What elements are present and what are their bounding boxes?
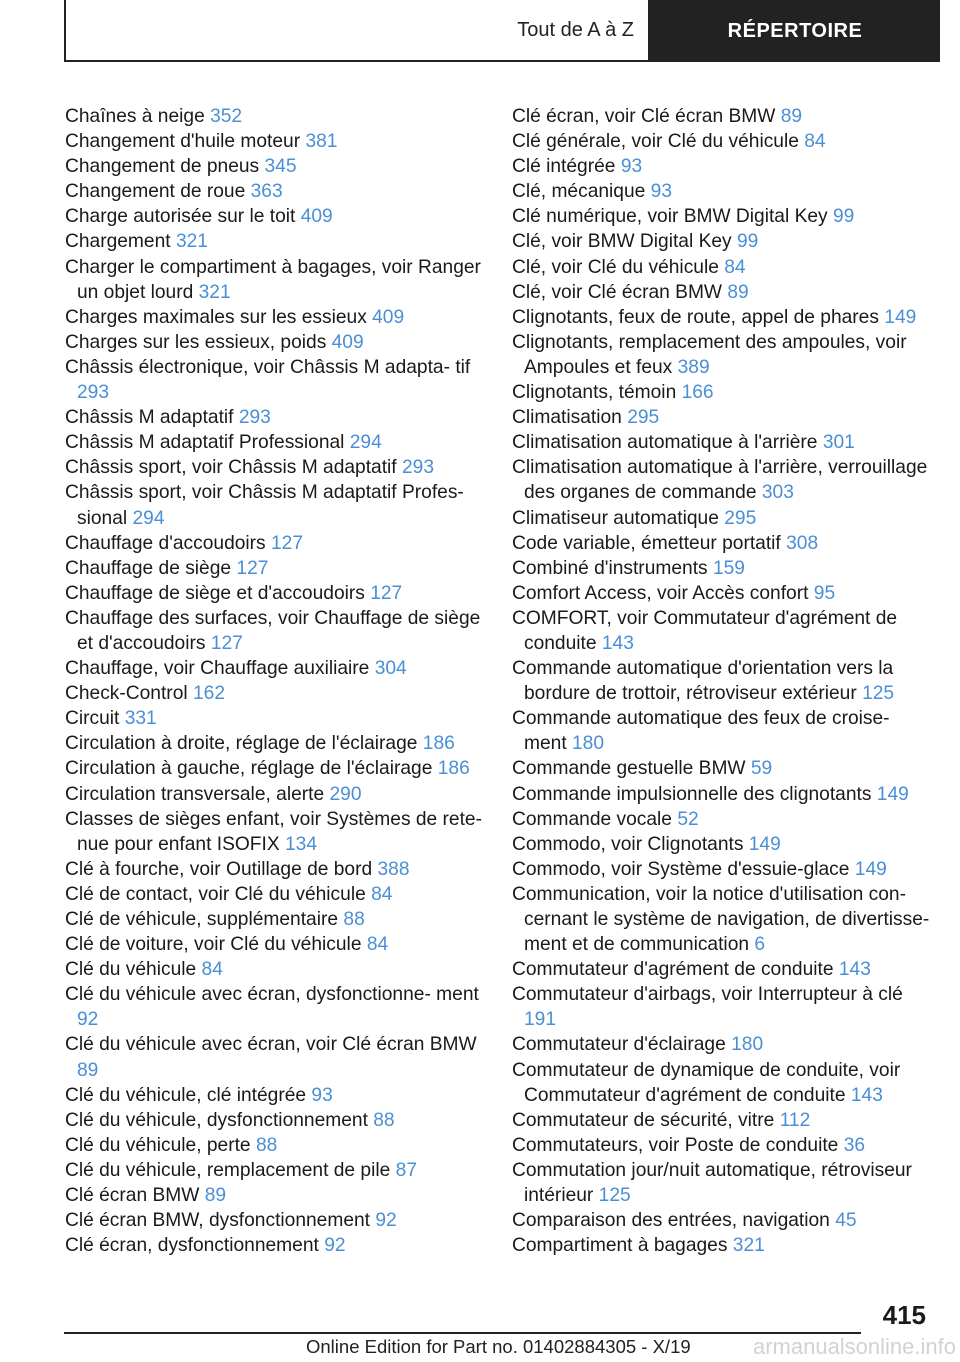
index-entry [65,255,485,305]
page-link[interactable]: 88 [373,1109,395,1131]
index-entry-text: Circulation transversale, alerte [65,783,325,805]
index-entry [65,731,485,756]
index-entry [512,229,932,254]
index-entry [65,932,485,957]
index-entry-text: Commande vocale [512,808,672,830]
page-link[interactable]: 92 [375,1210,397,1232]
index-entry [65,1083,485,1108]
page-link[interactable]: 6 [754,934,766,956]
index-entry [65,455,485,480]
index-entry-text: Clé écran, dysfonctionnement [65,1235,319,1257]
index-entry-text: Charge autorisée sur le toit [65,206,296,228]
page-link[interactable]: 149 [876,783,909,805]
index-entry-text: Commutateurs, voir Poste de conduite [512,1134,839,1156]
index-entry [512,154,932,179]
index-entry [65,656,485,681]
index-entry [65,1158,485,1183]
page-link[interactable]: 99 [736,231,759,253]
index-entry-text: Clé écran BMW, dysfonctionnement [65,1210,371,1232]
page-link[interactable]: 143 [601,632,634,654]
index-entry [512,1058,932,1108]
index-entry [65,556,485,581]
page-link[interactable]: 321 [175,231,208,253]
page-link[interactable]: 89 [204,1185,227,1207]
index-entry-text: Châssis sport, voir Châssis M adaptatif [65,457,397,479]
index-entry [512,1133,932,1158]
page-link[interactable]: 186 [422,733,455,755]
page-link[interactable]: 52 [677,808,699,830]
page-link[interactable]: 294 [132,507,165,529]
index-entry [65,1183,485,1208]
index-entry [65,581,485,606]
page-link[interactable]: 409 [331,331,364,353]
page-link[interactable]: 143 [850,1084,883,1106]
index-entry [512,556,932,581]
index-entry-text: Clé à fourche, voir Outillage de bord [65,858,373,880]
index-entry [512,380,932,405]
index-entry-text: Chauffage d'accoudoirs [65,532,266,554]
page-link[interactable]: 352 [210,106,243,127]
index-entry [65,154,485,179]
page-link[interactable]: 295 [627,407,660,429]
page-link[interactable]: 301 [822,432,855,454]
index-entry-text: Check-Control [65,683,188,705]
index-entry [512,179,932,204]
page-link[interactable]: 149 [854,858,887,880]
page-link[interactable]: 143 [838,959,871,981]
page-link[interactable]: 125 [862,683,895,705]
index-entry [65,430,485,455]
index-entry [512,982,932,1032]
page-link[interactable]: 180 [731,1034,764,1056]
index-entry-text: Commutation jour/nuit automatique, rétroviseur intérieur [512,1159,912,1207]
page-link[interactable]: 409 [372,306,405,328]
index-entry [65,1108,485,1133]
index-entry-text: Charges sur les essieux, poids [65,331,327,353]
index-entry-text: Climatisation automatique à l'arrière [512,432,818,454]
index-entry [512,782,932,807]
index-entry [512,305,932,330]
index-entry-text: Code variable, émetteur portatif [512,532,781,554]
page-link[interactable]: 125 [598,1185,631,1207]
index-entry [512,882,932,957]
page-link[interactable]: 159 [712,557,745,579]
page-link[interactable]: 127 [370,582,403,604]
index-entry-text: Chauffage, voir Chauffage auxiliaire [65,658,370,680]
index-entry [65,706,485,731]
page-link[interactable]: 409 [300,206,333,228]
index-entry-text: Clé du véhicule, dysfonctionnement [65,1109,368,1131]
index-entry [65,756,485,781]
page-number: 415 [882,1300,926,1330]
index-entry-text: Clé du véhicule avec écran, voir Clé écran BMW [65,1034,477,1056]
index-entry-text: Communication, voir la notice d'utilisation con- cernant le système de navigation, de divertisse- ment et de communication [512,883,930,956]
page-link[interactable]: 99 [832,206,855,228]
index-entry-text: Circuit [65,708,120,730]
index-entry [65,229,485,254]
index-entry [512,957,932,982]
index-entry-text: Clé écran, voir Clé écran BMW [512,106,776,127]
index-entry-text: Combiné d'instruments [512,557,708,579]
index-entry [512,1108,932,1133]
page-link[interactable]: 388 [377,858,410,880]
page-link[interactable]: 89 [780,106,803,127]
index-entry [65,104,485,129]
index-entry-text: Climatiseur automatique [512,507,719,529]
page-link[interactable]: 303 [761,482,794,504]
index-entry [512,531,932,556]
chapter-tab[interactable]: RÉPERTOIRE [650,0,940,62]
index-entry-text: Châssis sport, voir Châssis M adaptatif Profes- sional [65,482,464,529]
index-entry [65,1032,485,1082]
index-entry-text: Chaînes à neige [65,106,205,127]
index-entry-text: Clignotants, témoin [512,382,677,404]
page-link[interactable]: 92 [77,1009,99,1031]
index-entry [65,882,485,907]
index-entry-text: Commande automatique d'orientation vers la bordure de trottoir, rétroviseur extérieur [512,658,894,705]
index-entry [512,857,932,882]
page-link[interactable]: 36 [843,1134,866,1156]
page-link[interactable]: 295 [724,507,757,529]
index-entry-text: Commutateur de dynamique de conduite, voir Commutateur d'agrément de conduite [512,1059,901,1106]
index-entry [512,1208,932,1233]
index-entry [65,982,485,1032]
page-link[interactable]: 191 [524,1009,557,1031]
index-entry [512,255,932,280]
index-entry [65,1133,485,1158]
index-entry-text: Circulation à gauche, réglage de l'éclairage [65,758,433,780]
page-link[interactable]: 88 [343,909,365,930]
index-entry-text: Charges maximales sur les essieux [65,306,367,328]
page-link[interactable]: 345 [264,156,297,178]
index-entry-text: Changement de pneus [65,156,260,178]
index-entry-text: Climatisation automatique à l'arrière, verrouillage des organes de commande [512,457,928,504]
index-entry-text: Classes de sièges enfant, voir Systèmes de rete- nue pour enfant ISOFIX [65,808,482,855]
index-entry [512,405,932,430]
index-entry-text: Clé du véhicule, perte [65,1134,251,1156]
page-link[interactable]: 93 [650,181,673,203]
index-entry-text: Châssis M adaptatif Professional [65,432,345,454]
page-link[interactable]: 59 [750,758,773,780]
page-link[interactable]: 127 [236,557,269,579]
index-entry [65,204,485,229]
page-link[interactable]: 331 [124,708,157,730]
index-entry-text: Clé numérique, voir BMW Digital Key [512,206,828,228]
page-link[interactable]: 321 [732,1235,765,1257]
page-link[interactable]: 363 [250,181,283,203]
index-entry-text: Commodo, voir Système d'essuie-glace [512,858,850,880]
index-entry-text: Charger le compartiment à bagages, voir Ranger un objet lourd [65,256,481,303]
index-entry [65,1233,485,1258]
index-entry-text: Commutateur d'éclairage [512,1034,726,1056]
index-entry [65,857,485,882]
page-link[interactable]: 84 [371,883,393,905]
index-entry-text: Clé intégrée [512,156,616,178]
page-link[interactable]: 290 [329,783,362,805]
index-entry [512,129,932,154]
index-entry-text: Commodo, voir Clignotants [512,833,744,855]
page-link[interactable]: 308 [786,532,819,554]
index-entry [65,681,485,706]
index-entry-text: Commutateur d'airbags, voir Interrupteur à clé [512,984,903,1006]
index-entry [512,455,932,505]
page-link[interactable]: 293 [401,457,434,479]
index-entry-text: Chauffage de siège et d'accoudoirs [65,582,365,604]
page-link[interactable]: 95 [813,582,836,604]
index-entry-text: Commande gestuelle BMW [512,758,746,780]
index-entry-text: Commutateur d'agrément de conduite [512,959,834,981]
page-link[interactable]: 92 [324,1235,346,1257]
page-link[interactable]: 84 [804,131,826,153]
index-entry-text: Chauffage de siège [65,557,232,579]
index-entry-text: Comfort Access, voir Accès confort [512,582,809,604]
page-link[interactable]: 89 [77,1059,99,1081]
page-link[interactable]: 93 [620,156,643,178]
index-entry [512,1158,932,1208]
page-link[interactable]: 89 [727,281,749,303]
page-link[interactable]: 321 [198,281,231,303]
index-entry [512,1233,932,1258]
page-link[interactable]: 293 [77,382,110,404]
index-entry [512,807,932,832]
index-entry-text: Châssis M adaptatif [65,407,234,429]
page-link[interactable]: 88 [255,1134,278,1156]
page-link[interactable]: 180 [572,733,605,755]
index-entry [65,330,485,355]
page-link[interactable]: 127 [271,532,304,554]
index-entry-text: Changement d'huile moteur [65,131,301,153]
index-entry-text: Châssis électronique, voir Châssis M adapta- tif [65,356,471,378]
index-entry-text: Clé de contact, voir Clé du véhicule [65,883,366,905]
index-entry [65,1208,485,1233]
page-link[interactable]: 84 [366,934,389,956]
page-link[interactable]: 149 [748,833,781,855]
index-entry [65,405,485,430]
page-link[interactable]: 162 [192,683,225,705]
index-entry-text: Climatisation [512,407,622,429]
index-entry [512,706,932,756]
index-entry [65,179,485,204]
index-entry [512,1032,932,1057]
index-entry [65,782,485,807]
index-entry [65,480,485,530]
page-link[interactable]: 293 [238,407,271,429]
index-entry [512,280,932,305]
footer-divider [64,1332,861,1334]
index-entry [65,907,485,932]
page-link[interactable]: 112 [779,1109,811,1131]
index-entry-text: Clé écran BMW [65,1185,200,1207]
index-entry-text: Chargement [65,231,171,253]
index-entry-text: Clé du véhicule [65,959,197,981]
index-entry [512,756,932,781]
index-entry-text: Chauffage des surfaces, voir Chauffage de siège et d'accoudoirs [65,607,481,654]
page-link[interactable]: 149 [884,306,917,328]
index-entry-text: Clé de voiture, voir Clé du véhicule [65,934,362,956]
page-link[interactable]: 389 [677,356,710,378]
index-entry [65,957,485,982]
index-entry [65,606,485,656]
index-entry-text: Clé du véhicule avec écran, dysfonctionne- ment [65,984,479,1006]
page-link[interactable]: 84 [724,256,746,278]
index-entry-text: Clé, mécanique [512,181,646,203]
index-entry-text: Clé, voir Clé du véhicule [512,256,719,278]
page-link[interactable]: 304 [374,658,407,680]
index-entry-text: Commande impulsionnelle des clignotants [512,783,872,805]
index-entry-text: Clignotants, feux de route, appel de phares [512,306,879,328]
index-entry [65,355,485,405]
page-link[interactable]: 84 [201,959,223,981]
page-link[interactable]: 294 [349,432,382,454]
index-entry [512,581,932,606]
watermark: armanualsonline.info [752,1334,956,1359]
index-entry-text: COMFORT, voir Commutateur d'agrément de conduite [512,607,898,654]
index-entry-text: Circulation à droite, réglage de l'éclairage [65,733,418,755]
index-entry-text: Commutateur de sécurité, vitre [512,1109,775,1131]
index-entry [512,656,932,706]
index-column-left [65,104,485,1258]
page-link[interactable]: 87 [395,1159,417,1181]
index-entry [512,832,932,857]
page-link[interactable]: 45 [835,1210,857,1232]
index-entry-text: Clé générale, voir Clé du véhicule [512,131,799,153]
page-link[interactable]: 186 [437,758,470,780]
page-link[interactable]: 381 [305,131,338,153]
index-entry-text: Clé, voir BMW Digital Key [512,231,732,253]
page-link[interactable]: 166 [681,382,714,404]
index-column-right [512,104,932,1258]
index-entry [512,104,932,129]
index-entry-text: Clé, voir Clé écran BMW [512,281,723,303]
page-link[interactable]: 134 [285,833,318,855]
footer-edition: Online Edition for Part no. 01402884305 - X/19 [306,1336,691,1357]
index-entry [65,305,485,330]
index-entry [512,204,932,229]
index-entry [512,506,932,531]
index-entry [65,531,485,556]
index-entry-text: Comparaison des entrées, navigation [512,1210,830,1232]
index-entry [512,606,932,656]
index-entry-text: Changement de roue [65,181,246,203]
index-entry-text: Clé du véhicule, remplacement de pile [65,1159,391,1181]
index-entry [65,807,485,857]
index-entry [65,129,485,154]
index-entry-text: Clignotants, remplacement des ampoules, voir Ampoules et feux [512,331,907,378]
index-entry-text: Compartiment à bagages [512,1235,728,1257]
index-entry-text: Clé du véhicule, clé intégrée [65,1084,307,1106]
index-entry-text: Clé de véhicule, supplémentaire [65,909,339,930]
index-entry [512,330,932,380]
section-tab[interactable]: Tout de A à Z [64,0,650,62]
page-link[interactable]: 127 [210,632,243,654]
index-entry [512,430,932,455]
page-header [64,0,940,64]
page-link[interactable]: 93 [311,1084,333,1106]
index-entry-text: Commande automatique des feux de croise- ment [512,708,890,755]
